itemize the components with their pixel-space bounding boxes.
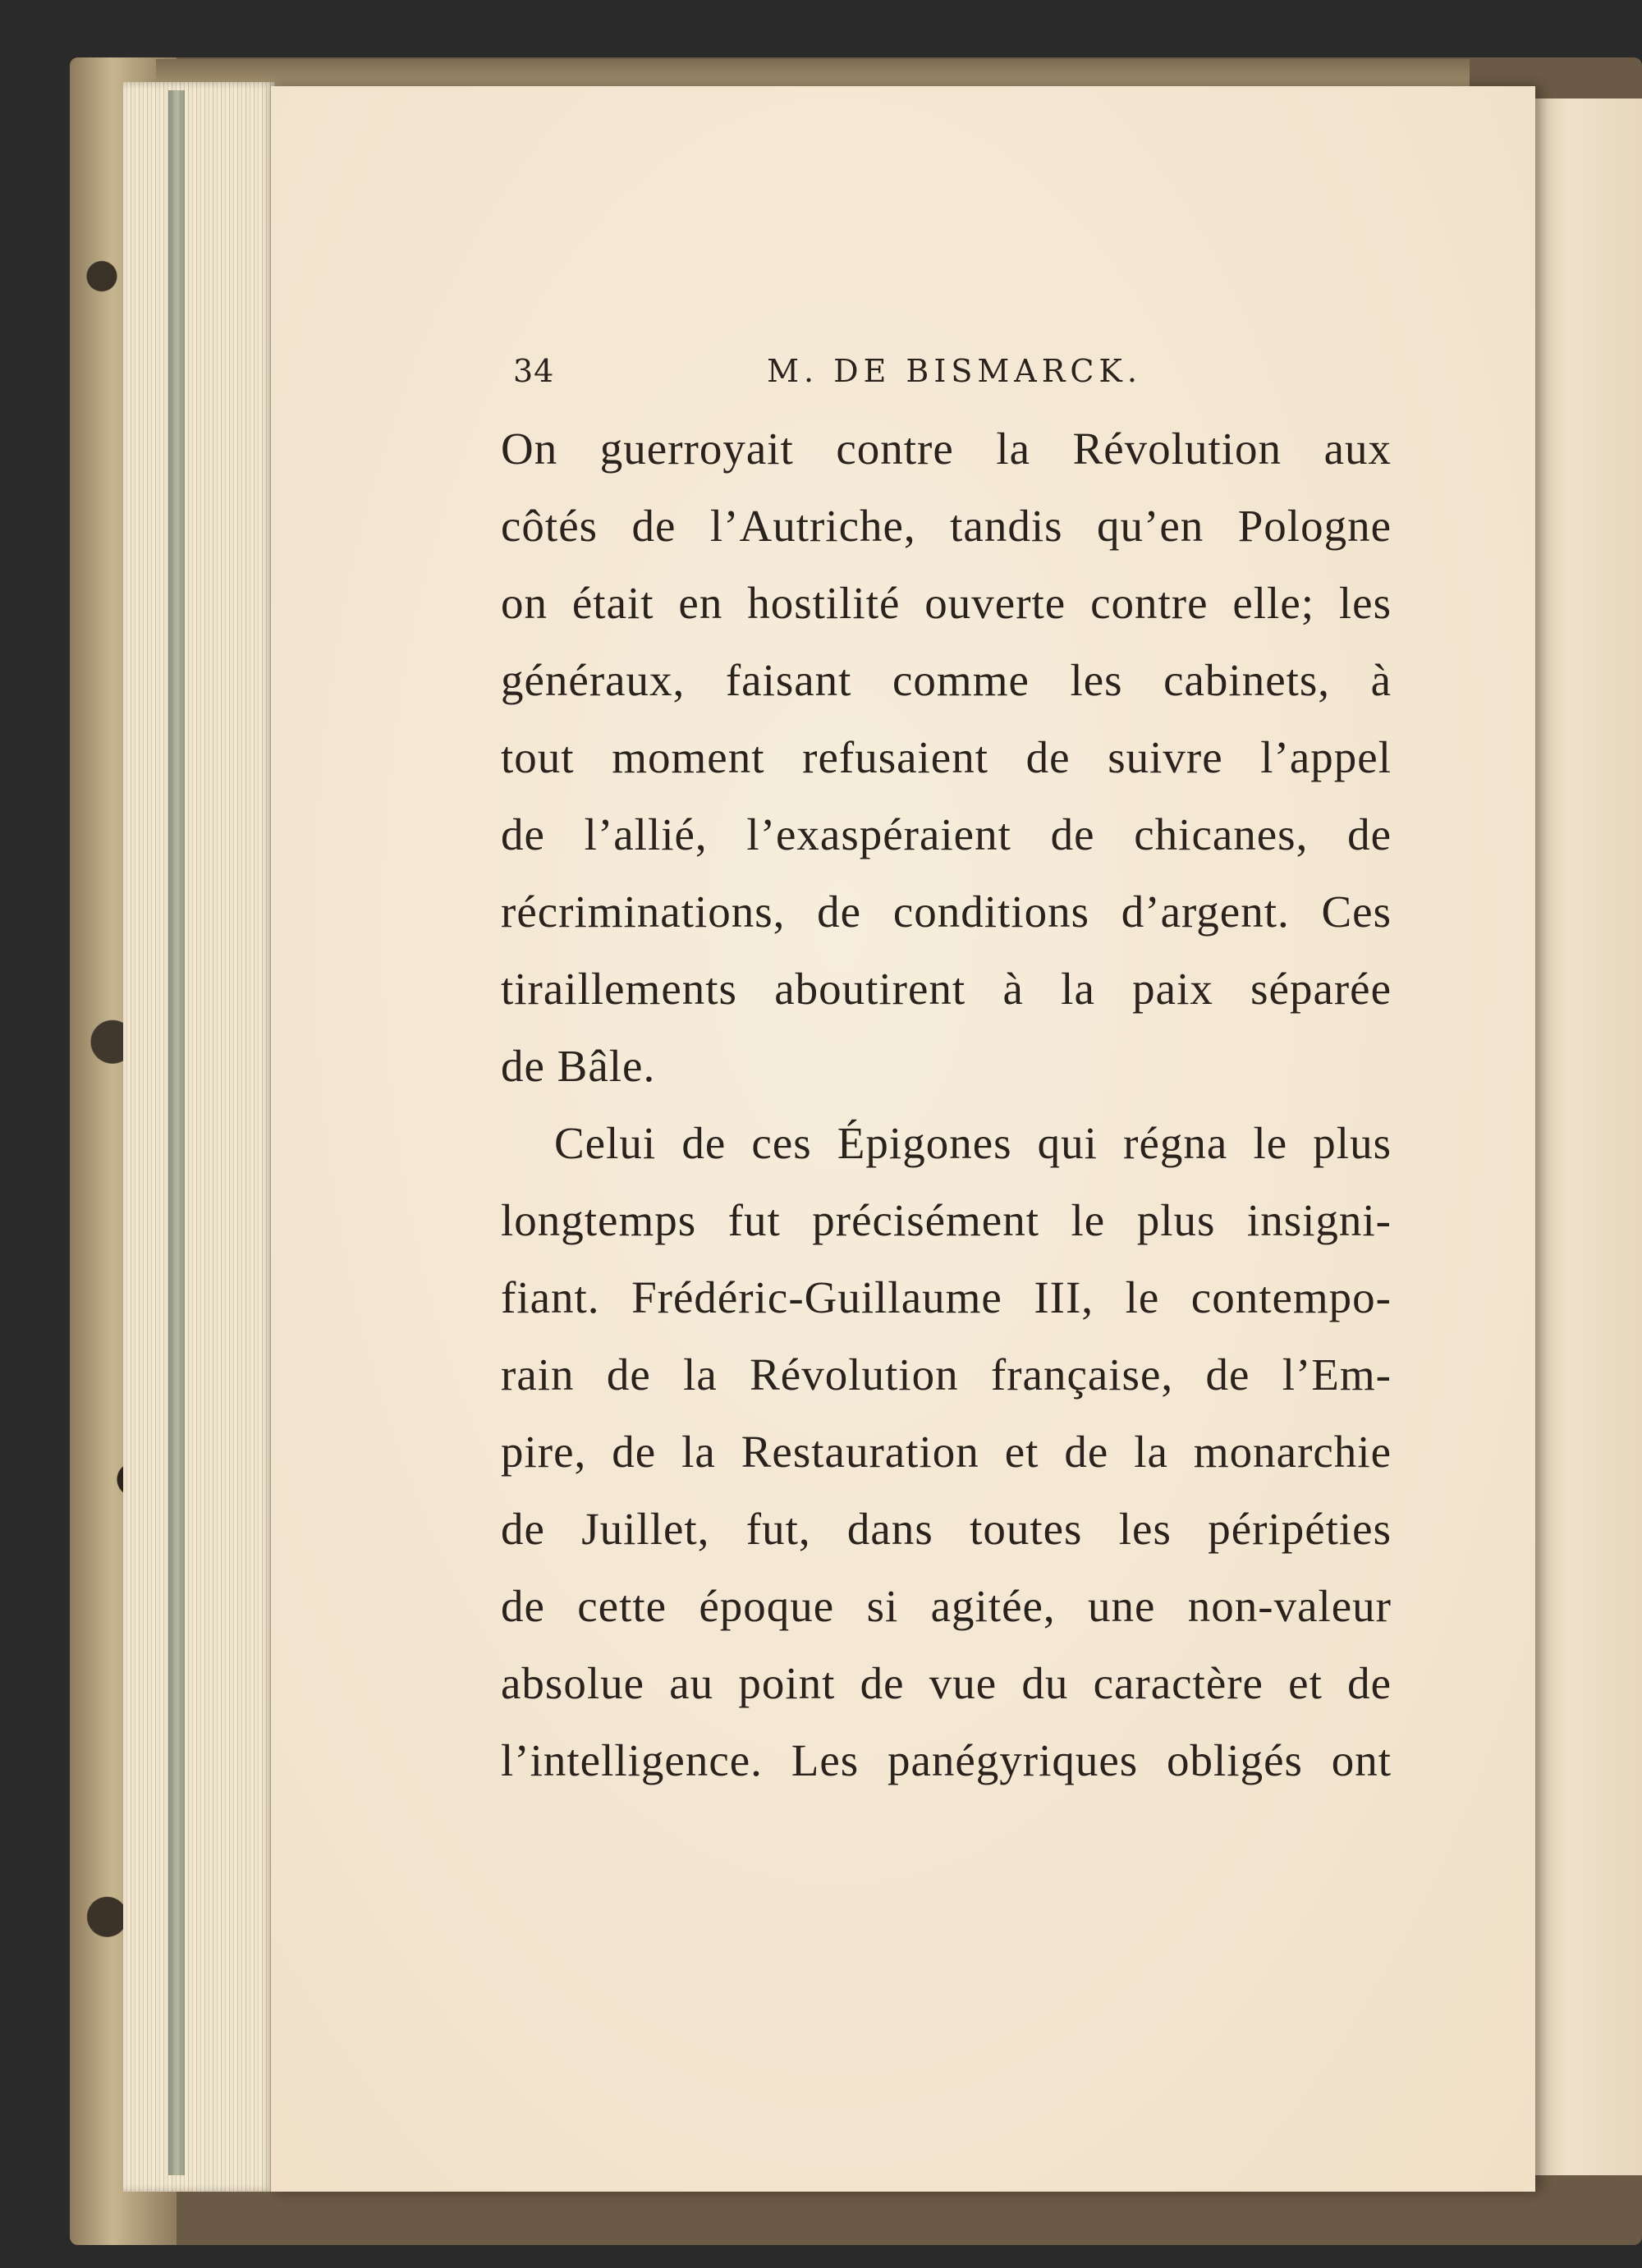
text-line: de cette époque si agitée, une non-valeur [501, 1581, 1392, 1631]
body-text [501, 410, 1392, 1799]
text-line: tiraillements aboutirent à la paix séparée [501, 964, 1392, 1014]
text-line: On guerroyait contre la Révolution aux [501, 424, 1392, 474]
text-line: rain de la Révolution française, de l’Em- [501, 1349, 1392, 1400]
text-line: de l’allié, l’exaspéraient de chicanes, de [501, 809, 1392, 859]
paragraph-2 [501, 1105, 1392, 1799]
running-title: M. DE BISMARCK. [767, 353, 1142, 389]
page-stack-edge [123, 82, 275, 2192]
text-line: côtés de l’Autriche, tandis qu’en Pologne [501, 501, 1392, 551]
page-stack-gutter [168, 90, 185, 2175]
text-line: on était en hostilité ouverte contre elle; les [501, 578, 1392, 628]
text-line: tout moment refusaient de suivre l’appel [501, 732, 1392, 782]
text-line: l’intelligence. Les panégyriques obligés ont [501, 1735, 1392, 1785]
paragraph-1 [501, 410, 1392, 1105]
page-number: 34 [513, 353, 555, 389]
text-line: absolue au point de vue du caractère et de [501, 1658, 1392, 1708]
text-line: de Juillet, fut, dans toutes les péripéties [501, 1504, 1392, 1554]
facing-page-edge [1535, 99, 1642, 2175]
text-line: récriminations, de conditions d’argent. Ces [501, 887, 1392, 937]
text-line: longtemps fut précisément le plus insigni- [501, 1195, 1392, 1245]
text-line: de Bâle. [501, 1041, 656, 1091]
text-line: fiant. Frédéric-Guillaume III, le contempo- [501, 1272, 1392, 1322]
text-line: généraux, faisant comme les cabinets, à [501, 655, 1392, 705]
running-head [513, 353, 1396, 402]
text-line: pire, de la Restauration et de la monarchie [501, 1427, 1392, 1477]
text-line: Celui de ces Épigones qui régna le plus [554, 1118, 1392, 1168]
